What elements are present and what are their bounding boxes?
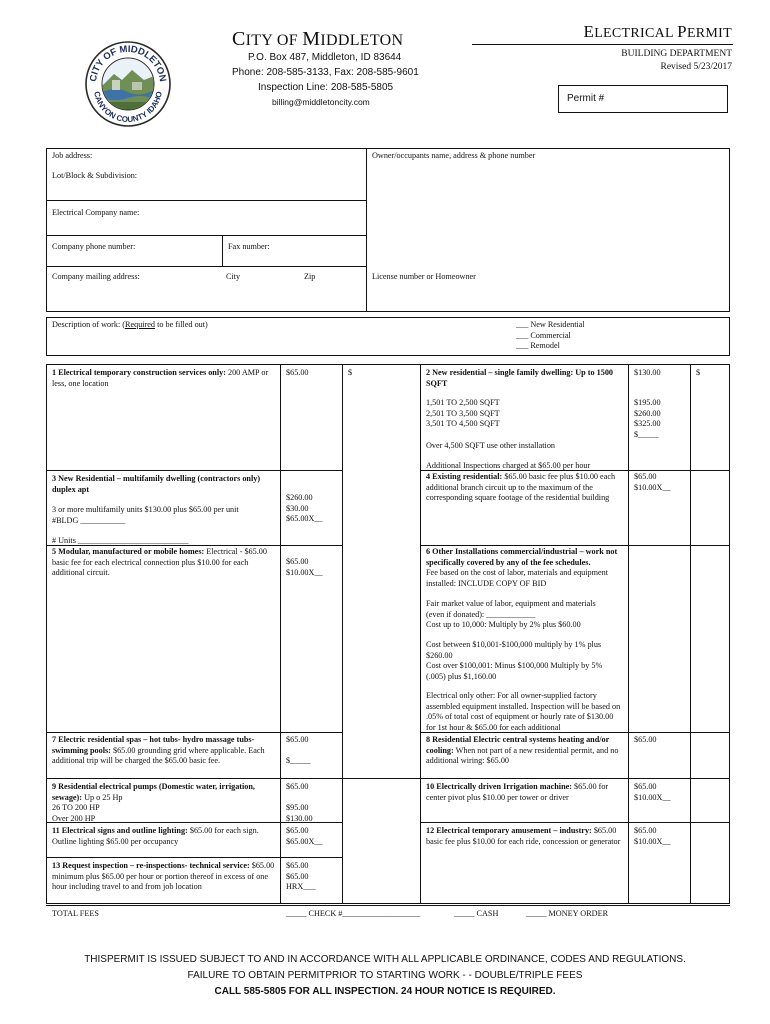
fee-item-6-cost-tier-2: Cost over $100,001: Minus $100,000 Multiply by 5% (.005) plus $1,160.00	[426, 661, 603, 681]
fee-item-11-amounts	[286, 826, 323, 847]
check-number-field[interactable]: _____ CHECK #___________________	[286, 909, 421, 918]
fee-item-7-fee-2[interactable]: $_____	[286, 756, 311, 765]
work-type-options	[516, 320, 585, 352]
description-required: Required	[125, 320, 156, 329]
fee-item-9-text: Up o 25 Hp	[82, 792, 123, 802]
fee-item-3-fee-3[interactable]: $65.00X__	[286, 514, 323, 524]
fee-item-9-fees	[286, 803, 313, 824]
department-name: BUILDING DEPARTMENT	[621, 49, 732, 59]
permit-title-initial-e: E	[583, 22, 595, 41]
fee-item-9-fee-1: $65.00	[286, 782, 309, 791]
fee-item-9-range-2: Over 200 HP	[52, 813, 96, 823]
fee-item-9-fee-3: $130.00	[286, 813, 313, 823]
fee-item-11-text: $65.00 for each sign. Outline lighting $65.00 per occupancy	[52, 826, 259, 846]
fee-item-2-range-fees	[634, 398, 661, 440]
fax-field[interactable]: Fax number:	[228, 242, 270, 251]
additional-inspections-note: Additional Inspections charged at $65.00 per hour	[426, 461, 591, 470]
divider	[46, 266, 366, 267]
fee-item-7	[52, 735, 276, 767]
divider	[342, 364, 343, 904]
description-label-post: to be filled out)	[155, 320, 208, 329]
fee-item-1	[52, 368, 276, 389]
fee-item-4-text: $65.00 basic fee plus $10.00 each additional branch circuit up to the maximum of the corresponding square footage of the residential building	[426, 472, 616, 503]
divider	[46, 857, 342, 858]
fee-item-13-fee-1: $65.00	[286, 861, 309, 870]
fee-item-5-text: Electrical - $65.00 basic fee for each electrical connection plus $10.00 for each additional circuit.	[52, 547, 267, 578]
divider	[420, 364, 421, 904]
fee-item-5-fee-1: $65.00	[286, 557, 309, 566]
fee-item-1-text: 200 AMP or less, one location	[52, 368, 269, 388]
fee-item-9	[52, 782, 276, 803]
fee-item-2-fee-4[interactable]: $_____	[634, 429, 659, 439]
electrical-company-field[interactable]: Electrical Company name:	[52, 208, 140, 217]
fee-item-10-title: 10 Electrically driven Irrigation machine:	[426, 782, 572, 791]
owner-field[interactable]: Owner/occupants name, address & phone number	[372, 151, 536, 160]
company-phone-field[interactable]: Company phone number:	[52, 242, 136, 251]
divider	[222, 235, 223, 266]
fee-item-11-fee-2[interactable]: $65.00X__	[286, 836, 323, 846]
fee-item-6-title: 6 Other Installations commercial/industrial – work not specifically covered by any of the fee schedules.	[426, 547, 618, 567]
fee-item-13-text: $65.00 minimum plus $65.00 per hour or portion thereof in excess of one hour including travel to and from job location	[52, 861, 275, 892]
divider	[420, 545, 730, 546]
seal-text-top: CITY OF MIDDLETON	[87, 43, 169, 83]
fee-item-4	[426, 472, 622, 504]
fee-item-3-fee-1: $260.00	[286, 493, 313, 502]
permit-title-initial-p: P	[677, 22, 687, 41]
fee-item-5-title: 5 Modular, manufactured or mobile homes:	[52, 547, 205, 556]
fee-item-12-title: 12 Electrical temporary amusement – industry:	[426, 826, 592, 835]
building-department	[621, 48, 732, 74]
fee-item-11	[52, 826, 276, 847]
fee-item-6-fmv-3: Cost up to 10,000: Multiply by 2% plus $60.00	[426, 620, 581, 630]
divider	[366, 148, 367, 312]
city-name-part1: ITY OF	[245, 32, 303, 49]
fee-item-4-fee-2[interactable]: $10.00X__	[634, 482, 671, 492]
fee-item-2-range-3: 3,501 TO 4,500 SQFT	[426, 419, 500, 429]
revised-date: Revised 5/23/2017	[660, 62, 732, 72]
applicant-info-box	[46, 148, 730, 312]
city-name-title	[232, 28, 403, 51]
footer-notice-1: THISPERMIT IS ISSUED SUBJECT TO AND IN ACCORDANCE WITH ALL APPLICABLE ORDINANCE, CODES AND REGULATIONS.	[84, 954, 686, 965]
fee-item-3-fee-2: $30.00	[286, 503, 309, 513]
fee-item-5-amounts	[286, 557, 323, 578]
permit-title	[584, 22, 733, 42]
fee-item-10-amounts	[634, 782, 671, 803]
fee-item-9-ranges	[52, 803, 100, 824]
divider	[46, 470, 342, 471]
fee-item-13-fee-3[interactable]: HRX___	[286, 882, 316, 892]
fee-item-2-title: 2 New residential – single family dwelling: Up to 1500 SQFT	[426, 368, 614, 388]
divider	[420, 822, 730, 823]
fee-item-13-fee-2: $65.00	[286, 871, 309, 881]
footer-notice-3: CALL 585-5805 FOR ALL INSPECTION. 24 HOUR NOTICE IS REQUIRED.	[214, 986, 556, 997]
cash-field[interactable]: _____ CASH	[454, 909, 499, 918]
fee-item-13-title: 13 Request inspection – re-inspections- technical service:	[52, 861, 250, 870]
city-name-initial-c: C	[232, 28, 246, 50]
city-inspection-line: Inspection Line: 208-585-5805	[258, 82, 394, 93]
fee-item-8-fee-1: $65.00	[634, 735, 657, 744]
fee-item-9-title: 9 Residential electrical pumps (Domestic water, irrigation, sewage):	[52, 782, 255, 802]
fee-item-3-units[interactable]: # Units ___________________________	[52, 536, 189, 545]
fee-item-4-title: 4 Existing residential:	[426, 472, 503, 481]
fee-item-1-title: 1 Electrical temporary construction services only:	[52, 368, 226, 377]
fee-item-3-text: 3 or more multifamily units $130.00 plus $65.00 per unit	[52, 505, 239, 514]
fee-item-12-fee-1: $65.00	[634, 826, 657, 835]
fee-item-12-fee-2[interactable]: $10.00X__	[634, 836, 671, 846]
divider	[690, 364, 691, 904]
fee-item-6-fmv-2[interactable]: (even if donated): ____________	[426, 609, 536, 619]
fee-item-2-fee-1: $195.00	[634, 398, 661, 407]
divider	[46, 778, 730, 779]
fee-item-2-fee-2: $260.00	[634, 408, 661, 418]
fee-item-1-total[interactable]: $	[348, 368, 353, 377]
fee-item-10-text: $65.00 for center pivot plus $10.00 per tower or driver	[426, 782, 609, 802]
divider	[628, 364, 629, 904]
fee-item-3-amounts	[286, 493, 323, 525]
divider	[46, 200, 366, 201]
divider	[280, 364, 281, 904]
fee-item-2-ranges	[426, 398, 500, 430]
fee-item-2-range-2: 2,501 TO 3,500 SQFT	[426, 408, 500, 418]
fee-item-9-range-1: 26 TO 200 HP	[52, 803, 100, 812]
option-commercial[interactable]: ___ Commercial	[516, 330, 571, 340]
fee-item-5	[52, 547, 276, 579]
option-remodel[interactable]: ___ Remodel	[516, 341, 560, 351]
footer-notice-2: FAILURE TO OBTAIN PERMITPRIOR TO STARTING WORK - - DOUBLE/TRIPLE FEES	[187, 970, 583, 981]
fee-item-13-amounts	[286, 861, 316, 893]
seal-text-bottom: CANYON COUNTY IDAHO	[92, 90, 164, 125]
fee-item-2-range-1: 1,501 TO 2,500 SQFT	[426, 398, 500, 407]
fee-item-6-fmv	[426, 599, 622, 631]
lot-block-field[interactable]: Lot/Block & Subdivision:	[52, 171, 138, 180]
divider	[46, 905, 730, 906]
fee-item-7-fee-1: $65.00	[286, 735, 309, 744]
fee-item-7-title: 7 Electric residential spas – hot tubs- hydro massage tubs- swimming pools:	[52, 735, 255, 755]
city-name-initial-m: M	[302, 28, 321, 50]
fee-item-6-cost-tier-1: Cost between $10,001-$100,000 multiply by 1% plus $260.00	[426, 640, 602, 660]
fee-item-8-title: 8 Residential Electric central systems heating and/or cooling:	[426, 735, 610, 755]
fee-item-6-fmv-1: Fair market value of labor, equipment and materials	[426, 599, 596, 608]
fee-item-5-fee-2[interactable]: $10.00X__	[286, 567, 323, 577]
fee-item-12-text: $65.00 basic fee plus $10.00 for each ride, concession or generator	[426, 826, 621, 846]
option-new-residential[interactable]: ___ New Residential	[516, 320, 585, 329]
title-divider	[472, 44, 733, 45]
license-field[interactable]: License number or Homeowner	[372, 272, 476, 281]
permit-number-label: Permit #	[567, 93, 605, 104]
city-po-box: P.O. Box 487, Middleton, ID 83644	[248, 52, 402, 63]
fee-item-3-bldg[interactable]: #BLDG ___________	[52, 516, 126, 525]
fee-item-2-over: Over 4,500 SQFT use other installation	[426, 441, 556, 450]
permit-title-part2: ERMIT	[686, 26, 732, 41]
fee-item-2-fee-3: $325.00	[634, 419, 661, 429]
description-label-pre: Description of work: (	[52, 320, 125, 329]
fee-item-4-fee-1: $65.00	[634, 472, 657, 481]
fee-item-8-text: When not part of a new residential permit, and no additional wiring: $65.00	[426, 745, 619, 766]
fee-item-2-total[interactable]: $	[696, 368, 701, 377]
fee-item-8	[426, 735, 622, 767]
fee-item-10	[426, 782, 622, 803]
fee-item-6-other: Electrical only other: For all owner-supplied factory assembled equipment installed. Inspection will be based on .05% of total cost of equipment or hourly rate of $130.00 for 1st hour & $65.00 for each additional	[426, 691, 621, 732]
fee-item-10-fee-1: $65.00	[634, 782, 657, 791]
city-name-part2: IDDLETON	[320, 32, 404, 49]
city-phone-fax: Phone: 208-585-3133, Fax: 208-585-9601	[232, 67, 419, 78]
total-fees-label: TOTAL FEES	[52, 909, 99, 918]
fee-item-12	[426, 826, 622, 847]
description-field[interactable]	[52, 320, 208, 331]
fee-item-12-amounts	[634, 826, 671, 847]
fee-item-3-title: 3 New Residential – multifamily dwelling (contractors only) duplex apt	[52, 474, 261, 494]
fee-item-10-fee-2[interactable]: $10.00X__	[634, 792, 671, 802]
fee-item-13	[52, 861, 276, 893]
divider	[46, 732, 342, 733]
fee-item-7-text: $65.00 grounding grid where applicable. Each additional trip will be charged the $65.00 basic fee.	[52, 745, 265, 766]
fee-item-9-fee-2: $95.00	[286, 803, 309, 812]
city-field[interactable]: City	[226, 272, 241, 281]
fee-item-4-amounts	[634, 472, 671, 493]
fee-item-2-amount: $130.00	[634, 368, 661, 377]
city-seal-logo	[84, 40, 172, 128]
fee-item-1-amount: $65.00	[286, 368, 309, 377]
permit-title-part1: LECTRICAL	[594, 26, 678, 41]
job-address-field[interactable]: Job address:	[52, 151, 93, 160]
divider	[46, 235, 366, 236]
fee-item-11-fee-1: $65.00	[286, 826, 309, 835]
permit-number-field[interactable]	[558, 85, 728, 113]
city-email: billing@middletoncity.com	[272, 97, 370, 107]
fee-item-6-text: Fee based on the cost of labor, materials and equipment installed: INCLUDE COPY OF BID	[426, 568, 609, 588]
mailing-address-field[interactable]: Company mailing address:	[52, 272, 140, 281]
zip-field[interactable]: Zip	[304, 272, 316, 281]
fee-item-11-title: 11 Electrical signs and outline lighting:	[52, 826, 188, 835]
money-order-field[interactable]: _____ MONEY ORDER	[526, 909, 609, 918]
